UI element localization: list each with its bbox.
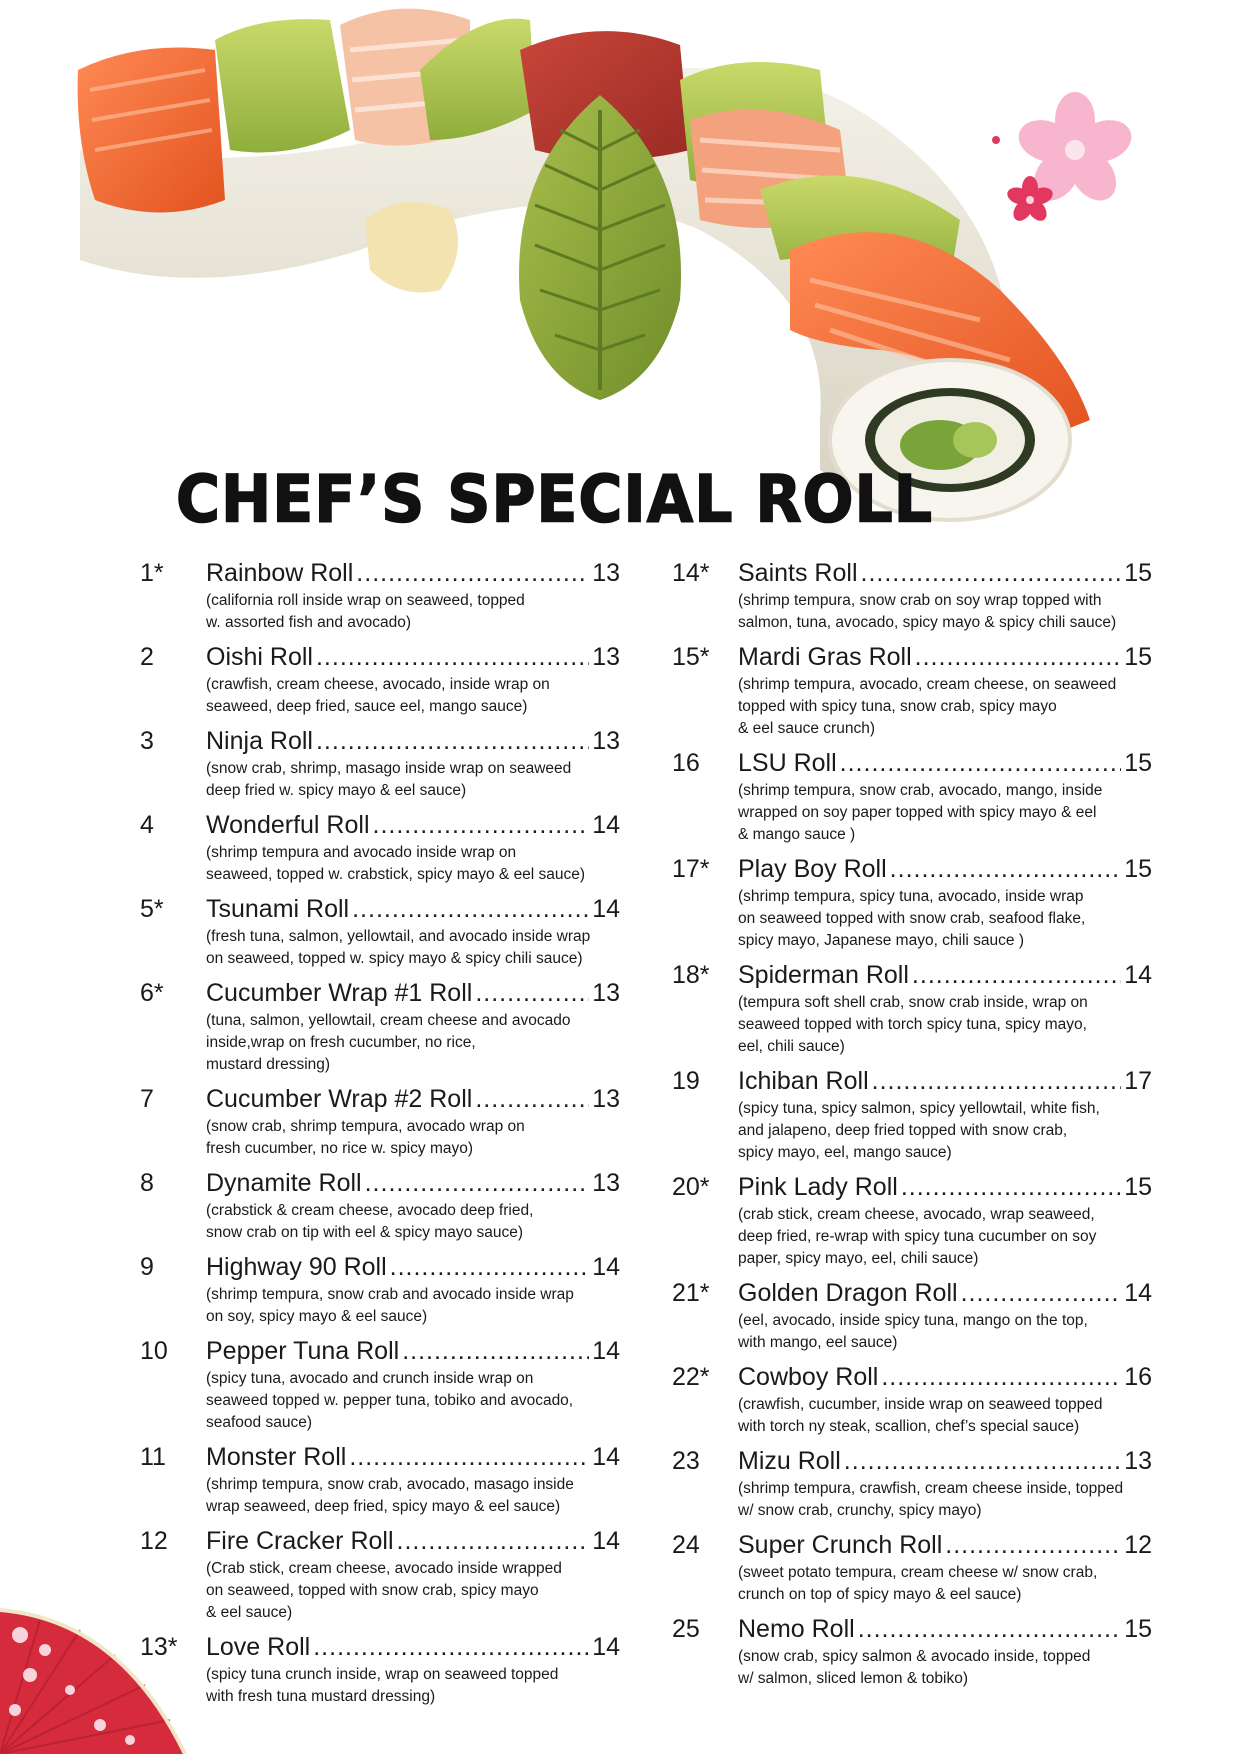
menu-item <box>140 640 620 718</box>
item-number: 13* <box>140 1633 178 1661</box>
menu-item <box>140 1440 620 1518</box>
menu-item <box>140 1082 620 1160</box>
item-description <box>738 780 1152 846</box>
dot-leader <box>316 640 589 674</box>
item-price: 15 <box>1124 749 1152 777</box>
dot-leader <box>890 852 1122 886</box>
item-number: 2 <box>140 643 154 671</box>
description-line: (sweet potato tempura, cream cheese w/ snow crab, <box>738 1564 1098 1581</box>
description-line: inside,wrap on fresh cucumber, no rice, <box>206 1034 476 1051</box>
dot-leader <box>915 640 1122 674</box>
item-name: Cucumber Wrap #1 Roll <box>206 979 473 1007</box>
item-description <box>738 1478 1152 1522</box>
description-line: (shrimp tempura, snow crab and avocado inside wrap <box>206 1286 574 1303</box>
description-line: (eel, avocado, inside spicy tuna, mango on the top, <box>738 1312 1088 1329</box>
item-number: 4 <box>140 811 154 839</box>
description-line: (spicy tuna, spicy salmon, spicy yellowtail, white fish, <box>738 1100 1100 1117</box>
description-line: (crab stick, cream cheese, avocado, wrap seaweed, <box>738 1206 1095 1223</box>
item-description <box>206 674 620 718</box>
dot-leader <box>872 1064 1122 1098</box>
description-line: deep fried w. spicy mayo & eel sauce) <box>206 782 467 799</box>
description-line: (tempura soft shell crab, snow crab inside, wrap on <box>738 994 1088 1011</box>
item-price: 14 <box>592 1253 620 1281</box>
description-line: spicy mayo, Japanese mayo, chili sauce ) <box>738 932 1025 949</box>
dot-leader <box>316 724 589 758</box>
item-description <box>206 926 620 970</box>
item-number: 25 <box>672 1615 700 1643</box>
description-line: wrap seaweed, deep fried, spicy mayo & eel sauce) <box>206 1498 561 1515</box>
item-price: 15 <box>1124 559 1152 587</box>
item-description <box>206 1558 620 1624</box>
menu-item <box>672 640 1152 740</box>
dot-leader <box>365 1166 590 1200</box>
menu-item <box>672 1276 1152 1354</box>
item-number: 24 <box>672 1531 700 1559</box>
item-name: Mizu Roll <box>738 1447 841 1475</box>
item-price: 14 <box>592 1633 620 1661</box>
item-name: Tsunami Roll <box>206 895 350 923</box>
item-name: Golden Dragon Roll <box>738 1279 958 1307</box>
menu-item <box>672 1170 1152 1270</box>
description-line: (crawfish, cucumber, inside wrap on seaweed topped <box>738 1396 1103 1413</box>
item-number: 12 <box>140 1527 168 1555</box>
item-description <box>738 590 1152 634</box>
dot-leader <box>901 1170 1121 1204</box>
item-price: 13 <box>592 1085 620 1113</box>
item-name: Pink Lady Roll <box>738 1173 898 1201</box>
description-line: on soy, spicy mayo & eel sauce) <box>206 1308 428 1325</box>
menu-item <box>672 958 1152 1058</box>
item-price: 15 <box>1124 1173 1152 1201</box>
item-description <box>738 1646 1152 1690</box>
item-description <box>206 1474 620 1518</box>
item-number: 21* <box>672 1279 710 1307</box>
dot-leader <box>840 746 1122 780</box>
description-line: with fresh tuna mustard dressing) <box>206 1688 436 1705</box>
dot-leader <box>475 976 589 1010</box>
item-price: 13 <box>592 727 620 755</box>
dot-leader <box>945 1528 1121 1562</box>
item-price: 14 <box>592 811 620 839</box>
menu-item <box>672 1444 1152 1522</box>
menu-item <box>140 808 620 886</box>
description-line: (crabstick & cream cheese, avocado deep fried, <box>206 1202 534 1219</box>
description-line: seaweed, deep fried, sauce eel, mango sauce) <box>206 698 528 715</box>
item-name: Monster Roll <box>206 1443 347 1471</box>
item-price: 16 <box>1124 1363 1152 1391</box>
description-line: and jalapeno, deep fried topped with snow crab, <box>738 1122 1068 1139</box>
description-line: (crawfish, cream cheese, avocado, inside wrap on <box>206 676 550 693</box>
item-name: Nemo Roll <box>738 1615 855 1643</box>
description-line: (snow crab, shrimp tempura, avocado wrap on <box>206 1118 525 1135</box>
item-description <box>206 758 620 802</box>
description-line: w/ salmon, sliced lemon & tobiko) <box>738 1670 969 1687</box>
item-name: Mardi Gras Roll <box>738 643 912 671</box>
item-description <box>738 886 1152 952</box>
dot-leader <box>397 1524 590 1558</box>
description-line: deep fried, re-wrap with spicy tuna cucumber on soy <box>738 1228 1097 1245</box>
description-line: paper, spicy mayo, eel, chili sauce) <box>738 1250 979 1267</box>
item-name: Cucumber Wrap #2 Roll <box>206 1085 473 1113</box>
item-price: 12 <box>1124 1531 1152 1559</box>
item-price: 14 <box>592 1527 620 1555</box>
item-description <box>738 992 1152 1058</box>
description-line: mustard dressing) <box>206 1056 331 1073</box>
dot-leader <box>881 1360 1121 1394</box>
description-line: (shrimp tempura, spicy tuna, avocado, inside wrap <box>738 888 1084 905</box>
menu-item <box>140 976 620 1076</box>
item-name: Saints Roll <box>738 559 858 587</box>
menu-column-right <box>672 556 1152 1696</box>
menu-item <box>672 1064 1152 1164</box>
description-line: (snow crab, shrimp, masago inside wrap on seaweed <box>206 760 572 777</box>
menu-item <box>672 746 1152 846</box>
item-description <box>738 1204 1152 1270</box>
item-description <box>206 1010 620 1076</box>
item-number: 22* <box>672 1363 710 1391</box>
item-description <box>738 1310 1152 1354</box>
description-line: wrapped on soy paper topped with spicy mayo & eel <box>738 804 1097 821</box>
item-number: 10 <box>140 1337 168 1365</box>
item-name: Love Roll <box>206 1633 311 1661</box>
description-line: (shrimp tempura, snow crab, avocado, mango, inside <box>738 782 1103 799</box>
description-line: spicy mayo, eel, mango sauce) <box>738 1144 952 1161</box>
item-number: 16 <box>672 749 700 777</box>
description-line: on seaweed topped with snow crab, seafood flake, <box>738 910 1086 927</box>
item-price: 15 <box>1124 643 1152 671</box>
description-line: (shrimp tempura, avocado, cream cheese, on seaweed <box>738 676 1117 693</box>
menu-item <box>140 1630 620 1708</box>
menu-item <box>672 556 1152 634</box>
item-name: Oishi Roll <box>206 643 313 671</box>
description-line: eel, chili sauce) <box>738 1038 845 1055</box>
description-line: & eel sauce) <box>206 1604 293 1621</box>
description-line: seafood sauce) <box>206 1414 312 1431</box>
item-price: 14 <box>1124 1279 1152 1307</box>
item-price: 14 <box>592 1337 620 1365</box>
menu-item <box>672 1360 1152 1438</box>
dot-leader <box>390 1250 590 1284</box>
item-number: 1* <box>140 559 164 587</box>
description-line: crunch on top of spicy mayo & eel sauce) <box>738 1586 1022 1603</box>
item-description <box>206 1200 620 1244</box>
item-description <box>206 1664 620 1708</box>
item-number: 23 <box>672 1447 700 1475</box>
item-description <box>738 674 1152 740</box>
item-price: 13 <box>592 1169 620 1197</box>
description-line: on seaweed, topped w. spicy mayo & spicy chili sauce) <box>206 950 583 967</box>
item-description <box>206 842 620 886</box>
description-line: seaweed, topped w. crabstick, spicy mayo & eel sauce) <box>206 866 586 883</box>
description-line: with torch ny steak, scallion, chef’s special sauce) <box>738 1418 1080 1435</box>
item-number: 17* <box>672 855 710 883</box>
description-line: salmon, tuna, avocado, spicy mayo & spicy chili sauce) <box>738 614 1117 631</box>
menu-column-left <box>140 556 620 1714</box>
dot-leader <box>844 1444 1121 1478</box>
description-line: (Crab stick, cream cheese, avocado inside wrapped <box>206 1560 562 1577</box>
item-price: 13 <box>592 559 620 587</box>
item-description <box>738 1394 1152 1438</box>
item-number: 7 <box>140 1085 154 1113</box>
dot-leader <box>373 808 590 842</box>
dot-leader <box>475 1082 589 1116</box>
item-number: 11 <box>140 1443 166 1471</box>
dot-leader <box>961 1276 1122 1310</box>
item-name: Wonderful Roll <box>206 811 370 839</box>
dot-leader <box>861 556 1122 590</box>
item-name: Super Crunch Roll <box>738 1531 943 1559</box>
description-line: w/ snow crab, crunchy, spicy mayo) <box>738 1502 982 1519</box>
item-name: Ninja Roll <box>206 727 313 755</box>
dot-leader <box>858 1612 1121 1646</box>
dot-leader <box>349 1440 589 1474</box>
menu-item <box>140 1250 620 1328</box>
item-price: 14 <box>1124 961 1152 989</box>
description-line: (snow crab, spicy salmon & avocado inside, topped <box>738 1648 1091 1665</box>
item-number: 5* <box>140 895 164 923</box>
item-description <box>206 1368 620 1434</box>
description-line: (spicy tuna crunch inside, wrap on seaweed topped <box>206 1666 559 1683</box>
item-name: Cowboy Roll <box>738 1363 879 1391</box>
item-price: 13 <box>592 643 620 671</box>
item-name: Play Boy Roll <box>738 855 887 883</box>
item-description <box>206 1284 620 1328</box>
menu-item <box>140 724 620 802</box>
description-line: (shrimp tempura, crawfish, cream cheese inside, topped <box>738 1480 1124 1497</box>
dot-leader <box>912 958 1121 992</box>
description-line: (california roll inside wrap on seaweed, topped <box>206 592 525 609</box>
item-number: 9 <box>140 1253 154 1281</box>
description-line: w. assorted fish and avocado) <box>206 614 412 631</box>
item-price: 13 <box>1124 1447 1152 1475</box>
item-price: 14 <box>592 895 620 923</box>
dot-leader <box>313 1630 589 1664</box>
description-line: & eel sauce crunch) <box>738 720 875 737</box>
description-line: (shrimp tempura and avocado inside wrap on <box>206 844 517 861</box>
description-line: (shrimp tempura, snow crab, avocado, masago inside <box>206 1476 574 1493</box>
item-name: Ichiban Roll <box>738 1067 869 1095</box>
item-description <box>206 1116 620 1160</box>
dot-leader <box>402 1334 589 1368</box>
menu-item <box>672 1528 1152 1606</box>
description-line: & mango sauce ) <box>738 826 856 843</box>
menu-item <box>140 1166 620 1244</box>
dot-leader <box>352 892 589 926</box>
description-line: on seaweed, topped with snow crab, spicy mayo <box>206 1582 539 1599</box>
item-name: Highway 90 Roll <box>206 1253 387 1281</box>
description-line: seaweed topped w. pepper tuna, tobiko and avocado, <box>206 1392 574 1409</box>
item-number: 18* <box>672 961 710 989</box>
item-name: Dynamite Roll <box>206 1169 362 1197</box>
item-name: Rainbow Roll <box>206 559 354 587</box>
item-price: 14 <box>592 1443 620 1471</box>
description-line: (shrimp tempura, snow crab on soy wrap topped with <box>738 592 1102 609</box>
description-line: fresh cucumber, no rice w. spicy mayo) <box>206 1140 474 1157</box>
item-number: 14* <box>672 559 710 587</box>
item-price: 13 <box>592 979 620 1007</box>
description-line: snow crab on tip with eel & spicy mayo sauce) <box>206 1224 524 1241</box>
description-line: (tuna, salmon, yellowtail, cream cheese and avocado <box>206 1012 571 1029</box>
item-number: 20* <box>672 1173 710 1201</box>
description-line: seaweed topped with torch spicy tuna, spicy mayo, <box>738 1016 1087 1033</box>
item-number: 8 <box>140 1169 154 1197</box>
menu-item <box>672 852 1152 952</box>
description-line: topped with spicy tuna, snow crab, spicy mayo <box>738 698 1057 715</box>
item-price: 15 <box>1124 1615 1152 1643</box>
item-name: Pepper Tuna Roll <box>206 1337 400 1365</box>
item-price: 17 <box>1124 1067 1152 1095</box>
item-number: 6* <box>140 979 164 1007</box>
item-description <box>206 590 620 634</box>
item-number: 3 <box>140 727 154 755</box>
page-title: CHEF’S SPECIAL ROLL <box>176 462 933 538</box>
item-name: Spiderman Roll <box>738 961 909 989</box>
menu-item <box>140 892 620 970</box>
item-description <box>738 1562 1152 1606</box>
menu-item <box>672 1612 1152 1690</box>
item-number: 15* <box>672 643 710 671</box>
description-line: (fresh tuna, salmon, yellowtail, and avocado inside wrap <box>206 928 591 945</box>
item-price: 15 <box>1124 855 1152 883</box>
item-name: Fire Cracker Roll <box>206 1527 394 1555</box>
item-description <box>738 1098 1152 1164</box>
paper-fan-decoration <box>0 1560 190 1754</box>
menu-item <box>140 1334 620 1434</box>
description-line: with mango, eel sauce) <box>738 1334 898 1351</box>
menu-item <box>140 1524 620 1624</box>
menu-item <box>140 556 620 634</box>
item-name: LSU Roll <box>738 749 837 777</box>
item-number: 19 <box>672 1067 700 1095</box>
dot-leader <box>356 556 589 590</box>
description-line: (spicy tuna, avocado and crunch inside wrap on <box>206 1370 534 1387</box>
